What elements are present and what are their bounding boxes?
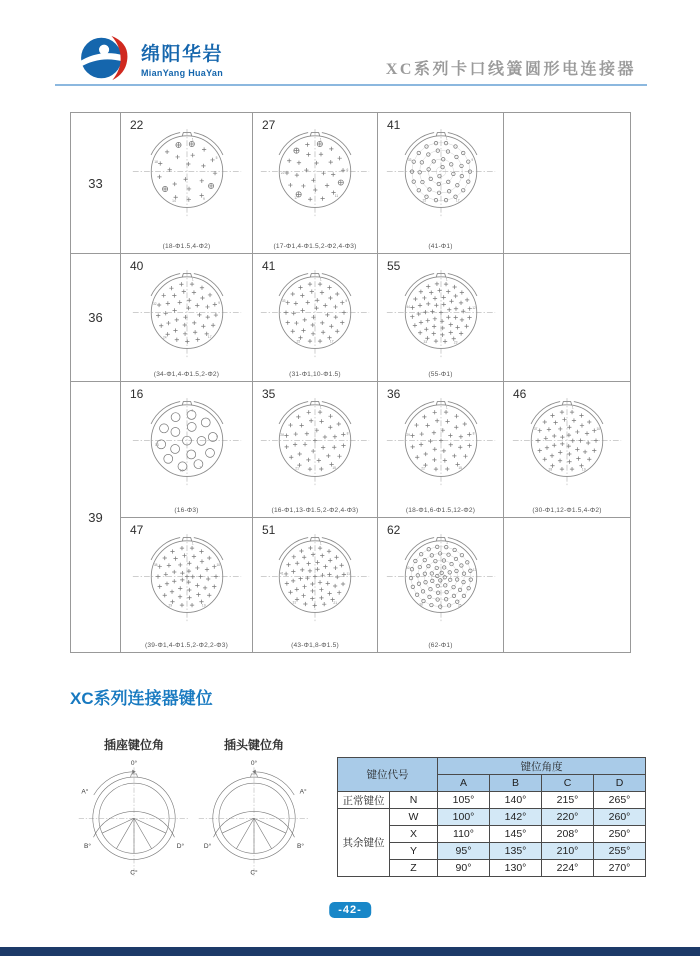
angle-value-cell: 260° — [594, 809, 646, 826]
svg-text:4: 4 — [215, 434, 218, 439]
column-header: D — [594, 775, 646, 792]
svg-text:C°: C° — [130, 869, 138, 877]
svg-text:37: 37 — [533, 427, 538, 432]
pinout-cell — [378, 518, 504, 653]
shell-size-label: 33 — [71, 113, 121, 254]
svg-text:7: 7 — [198, 465, 201, 470]
angle-value-cell: 250° — [594, 826, 646, 843]
pin-caption: (34-Φ1,4-Φ1.5,2-Φ2) — [153, 371, 220, 378]
brand-text — [141, 39, 223, 78]
svg-text:0°: 0° — [250, 759, 258, 767]
svg-text:25: 25 — [422, 198, 426, 203]
svg-text:1: 1 — [190, 408, 193, 413]
pin-count-label: 35 — [262, 387, 276, 401]
svg-text:1: 1 — [191, 137, 194, 142]
angle-value-cell: 215° — [542, 792, 594, 809]
svg-text:11: 11 — [346, 572, 350, 577]
group-name-cell: 其余键位 — [338, 809, 390, 877]
connector-face-drawing — [129, 268, 245, 365]
svg-text:9: 9 — [202, 197, 205, 202]
svg-text:32: 32 — [152, 301, 157, 306]
angle-value-cell: 265° — [594, 792, 646, 809]
svg-text:15: 15 — [332, 465, 336, 470]
key-diagram-title: 插座键位角 — [103, 738, 164, 752]
svg-text:0°: 0° — [130, 759, 138, 767]
svg-text:17: 17 — [207, 335, 212, 340]
svg-text:38: 38 — [153, 563, 158, 568]
svg-text:1: 1 — [445, 405, 448, 410]
column-header: C — [542, 775, 594, 792]
angle-value-cell: 208° — [542, 826, 594, 843]
connector-face-drawing — [383, 396, 499, 493]
key-code-cell: X — [390, 826, 438, 843]
svg-text:A°: A° — [299, 788, 307, 796]
svg-text:21: 21 — [333, 601, 338, 606]
angle-value-cell: 95° — [438, 843, 490, 860]
connector-face-drawing — [509, 396, 625, 493]
svg-text:33: 33 — [281, 299, 286, 304]
connector-face-drawing — [383, 532, 499, 629]
svg-text:11: 11 — [334, 193, 339, 198]
svg-text:29: 29 — [405, 432, 410, 437]
pin-caption: (18-Φ1,6-Φ1.5,12-Φ2) — [405, 507, 476, 514]
svg-text:28: 28 — [280, 432, 284, 437]
pin-caption: (16-Φ3) — [174, 507, 199, 514]
svg-text:22: 22 — [280, 171, 285, 176]
angle-header: 键位角度 — [438, 758, 646, 775]
svg-text:25: 25 — [296, 339, 301, 344]
svg-text:31: 31 — [292, 600, 297, 605]
pin-caption: (16-Φ1,13-Φ1.5,2-Φ2,4-Φ3) — [271, 507, 359, 514]
connector-face-drawing — [257, 127, 373, 224]
angle-value-cell: 255° — [594, 843, 646, 860]
pin-count-label: 40 — [130, 259, 144, 273]
connector-face-drawing — [257, 268, 373, 365]
svg-text:19: 19 — [581, 467, 586, 472]
pin-count-label: 62 — [387, 523, 401, 537]
svg-text:28: 28 — [548, 467, 553, 472]
svg-text:15: 15 — [457, 465, 462, 470]
svg-text:1: 1 — [191, 541, 194, 546]
svg-text:B°: B° — [84, 843, 92, 851]
pinout-cell — [121, 518, 253, 653]
svg-text:8: 8 — [472, 431, 474, 436]
connector-face-drawing — [257, 532, 373, 629]
pin-caption: (43-Φ1,8-Φ1.5) — [291, 642, 339, 649]
pin-caption: (41-Φ1) — [428, 243, 453, 250]
pin-count-label: 47 — [130, 523, 144, 537]
svg-text:23: 23 — [453, 340, 457, 345]
svg-text:38: 38 — [418, 602, 423, 607]
pinout-cell — [253, 382, 378, 518]
pin-count-label: 27 — [262, 118, 276, 132]
svg-text:10: 10 — [179, 468, 184, 473]
svg-text:1: 1 — [445, 540, 448, 545]
connector-face-drawing — [129, 127, 245, 224]
svg-text:17: 17 — [294, 195, 298, 200]
pinout-cell — [504, 382, 631, 518]
pin-count-label: 22 — [130, 118, 144, 132]
svg-text:A°: A° — [81, 788, 89, 796]
angle-value-cell: 90° — [438, 860, 490, 877]
pinout-cell — [121, 113, 253, 254]
angle-value-cell: 270° — [594, 860, 646, 877]
pinout-cell-empty — [504, 113, 631, 254]
key-angle-diagram — [197, 755, 311, 878]
svg-text:1: 1 — [319, 137, 322, 142]
brand-name-cn: 绵阳华岩 — [141, 44, 224, 65]
key-angle-table — [337, 757, 646, 877]
svg-text:1: 1 — [571, 405, 574, 410]
connector-face-drawing — [257, 396, 373, 493]
pin-count-label: 36 — [387, 387, 401, 401]
pin-caption: (39-Φ1,4-Φ1.5,2-Φ2,2-Φ3) — [144, 642, 229, 649]
angle-value-cell: 100° — [438, 809, 490, 826]
svg-text:1: 1 — [319, 541, 322, 546]
angle-value-cell: 145° — [490, 826, 542, 843]
pin-caption: (17-Φ1,4-Φ1.5,2-Φ2,4-Φ3) — [273, 243, 357, 250]
pin-caption: (31-Φ1,10-Φ1.5) — [289, 371, 341, 378]
pinout-cell-empty — [504, 254, 631, 382]
svg-text:21: 21 — [295, 466, 299, 471]
pin-count-label: 41 — [262, 259, 276, 273]
svg-text:9: 9 — [217, 301, 220, 306]
key-code-cell: N — [390, 792, 438, 809]
pin-count-label: 41 — [387, 118, 401, 132]
shell-size-label: 39 — [71, 382, 121, 653]
svg-text:10: 10 — [596, 427, 601, 432]
svg-text:33: 33 — [407, 158, 412, 163]
svg-text:17: 17 — [329, 339, 334, 344]
pinout-cell — [253, 518, 378, 653]
pin-caption: (30-Φ1,12-Φ1.5,4-Φ2) — [532, 507, 602, 514]
svg-text:1: 1 — [445, 277, 448, 282]
column-header: A — [438, 775, 490, 792]
brand-logo-icon — [76, 35, 134, 81]
section-title: XC系列连接器键位 — [70, 689, 213, 708]
svg-text:44: 44 — [405, 304, 410, 309]
svg-text:13: 13 — [154, 442, 159, 447]
pin-count-label: 46 — [513, 387, 527, 401]
svg-text:41: 41 — [279, 571, 284, 576]
header-divider — [55, 84, 647, 86]
key-code-cell: W — [390, 809, 438, 826]
angle-value-cell: 224° — [542, 860, 594, 877]
key-code-cell: Y — [390, 843, 438, 860]
key-code-cell: Z — [390, 860, 438, 877]
angle-value-cell: 105° — [438, 792, 490, 809]
connector-face-drawing — [129, 532, 245, 629]
pin-count-label: 16 — [130, 387, 144, 401]
angle-value-cell: 130° — [490, 860, 542, 877]
pin-count-label: 51 — [262, 523, 276, 537]
angle-value-cell: 135° — [490, 843, 542, 860]
svg-text:8: 8 — [346, 431, 349, 436]
svg-text:5: 5 — [215, 156, 217, 161]
svg-text:12: 12 — [471, 305, 476, 310]
pinout-cell — [378, 254, 504, 382]
angle-value-cell: 110° — [438, 826, 490, 843]
pinout-cell — [378, 113, 504, 254]
page-number-badge: -42- — [329, 902, 371, 918]
key-angle-grid — [337, 757, 646, 877]
svg-text:18: 18 — [153, 160, 158, 165]
svg-text:1: 1 — [319, 277, 322, 282]
angle-value-cell: 210° — [542, 843, 594, 860]
page-title: XC系列卡口线簧圆形电连接器 — [385, 61, 636, 78]
svg-text:50: 50 — [405, 566, 410, 571]
svg-text:14: 14 — [171, 199, 176, 204]
svg-text:33: 33 — [423, 340, 427, 345]
svg-text:17: 17 — [455, 198, 460, 203]
bottom-bar — [0, 947, 700, 956]
pin-count-label: 55 — [387, 259, 401, 273]
brand-name-en: MianYang HuaYan — [141, 68, 224, 78]
key-position-diagrams — [74, 736, 314, 883]
connector-face-drawing — [383, 127, 499, 224]
svg-text:1: 1 — [445, 136, 448, 141]
svg-text:29: 29 — [168, 603, 172, 608]
column-header: B — [490, 775, 542, 792]
pinout-cell — [253, 254, 378, 382]
svg-text:22: 22 — [420, 466, 425, 471]
svg-text:25: 25 — [457, 603, 461, 608]
key-angle-diagram — [77, 755, 191, 878]
svg-text:24: 24 — [162, 335, 167, 340]
pin-caption: (62-Φ1) — [428, 642, 453, 649]
svg-text:19: 19 — [201, 603, 206, 608]
svg-text:1: 1 — [319, 405, 322, 410]
group-name-cell: 正常键位 — [338, 792, 390, 809]
svg-text:1: 1 — [191, 277, 194, 282]
angle-value-cell: 220° — [542, 809, 594, 826]
connector-face-drawing — [129, 396, 245, 493]
pinout-table — [70, 112, 631, 653]
angle-value-cell: 142° — [490, 809, 542, 826]
svg-text:9: 9 — [470, 158, 473, 163]
svg-text:10: 10 — [215, 563, 220, 568]
pin-caption: (55-Φ1) — [428, 371, 453, 378]
pinout-cell — [378, 382, 504, 518]
svg-text:B°: B° — [296, 843, 304, 851]
connector-face-drawing — [383, 268, 499, 365]
pinout-cell — [121, 254, 253, 382]
key-diagram-block — [194, 736, 314, 883]
svg-text:D°: D° — [176, 843, 185, 851]
svg-text:13: 13 — [472, 567, 476, 572]
svg-text:C°: C° — [250, 869, 258, 877]
shell-size-label: 36 — [71, 254, 121, 382]
pin-caption: (18-Φ1.5,4-Φ2) — [162, 243, 211, 250]
corner-header: 键位代号 — [338, 758, 438, 792]
pinout-cell — [121, 382, 253, 518]
pinout-cell — [253, 113, 378, 254]
key-diagram-title: 插头键位角 — [223, 738, 284, 752]
key-diagram-block — [74, 736, 194, 883]
angle-value-cell: 140° — [490, 792, 542, 809]
pinout-cell-empty — [504, 518, 631, 653]
svg-text:6: 6 — [346, 167, 349, 172]
svg-text:D°: D° — [203, 843, 212, 851]
svg-text:9: 9 — [345, 299, 348, 304]
